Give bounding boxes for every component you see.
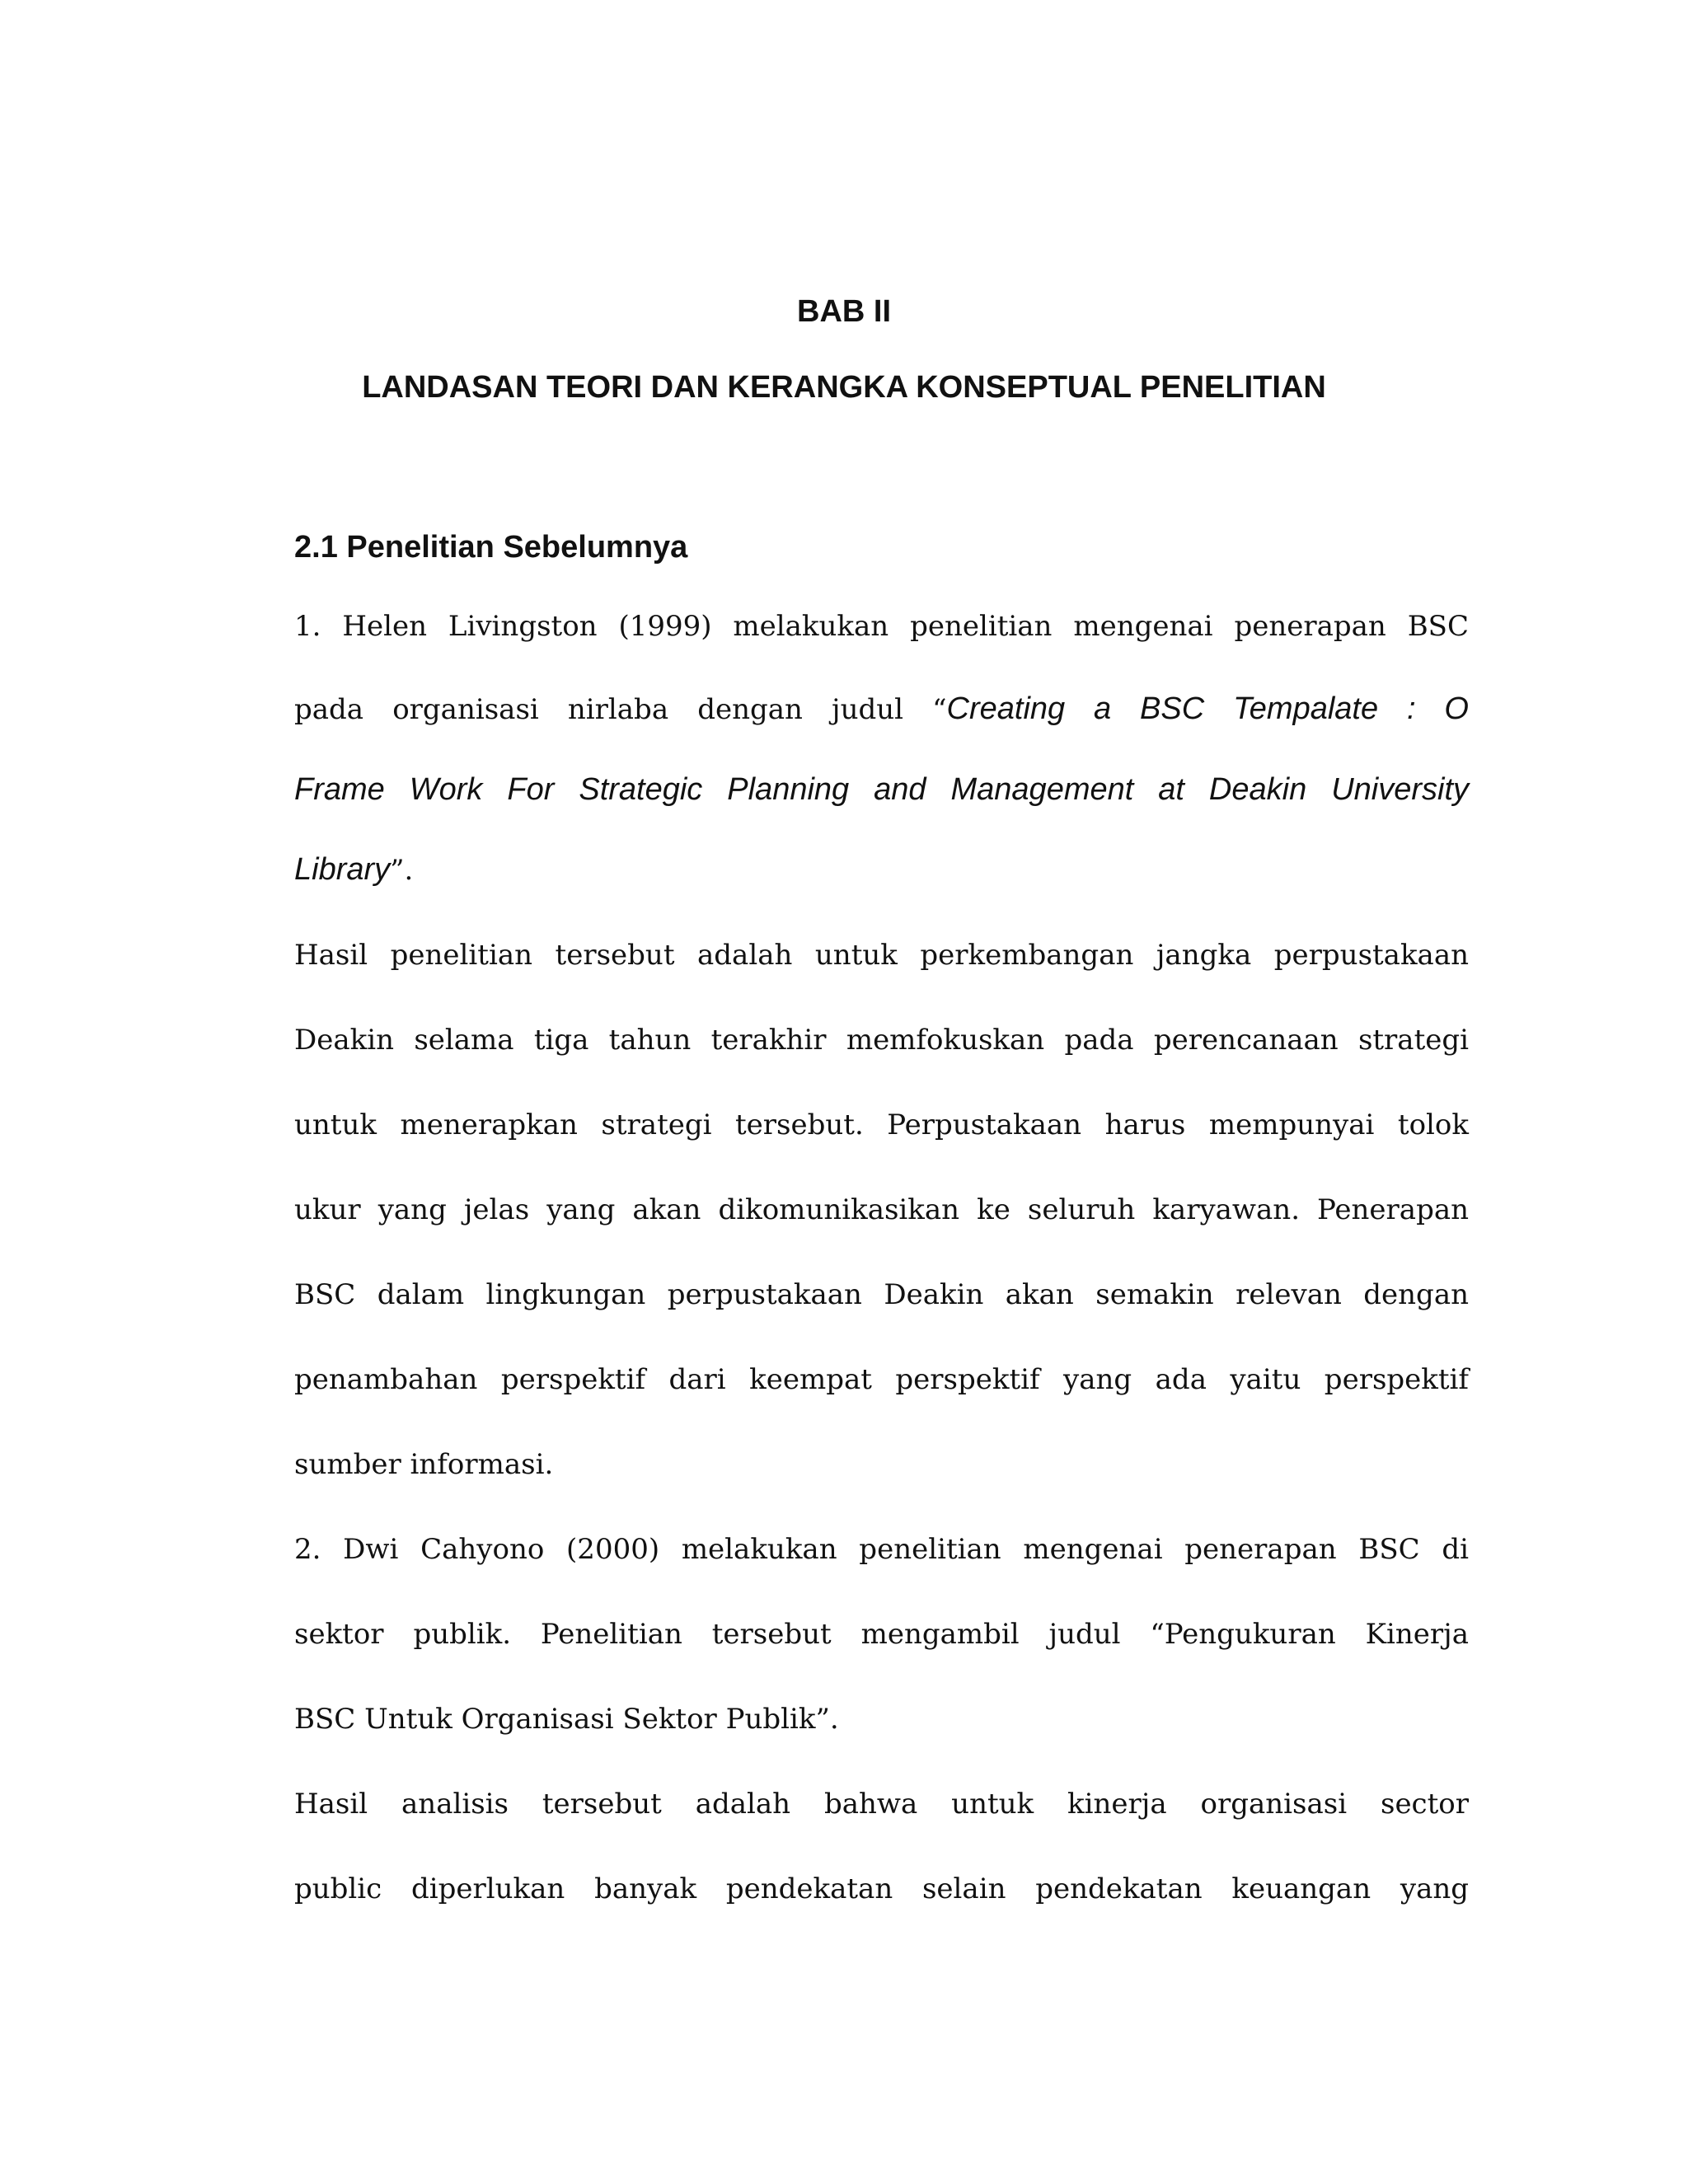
item-1-line-2 xyxy=(294,691,1469,728)
item-2-line-1: 2. Dwi Cahyono (2000) melakukan penelitian mengenai penerapan BSC di xyxy=(294,1533,1469,1566)
result-1-line-4: ukur yang jelas yang akan dikomunikasikan ke seluruh karyawan. Penerapan xyxy=(294,1193,1469,1226)
item-1-line-4 xyxy=(294,851,1469,888)
item-1-title-part-3: Library xyxy=(294,852,391,887)
chapter-title: LANDASAN TEORI DAN KERANGKA KONSEPTUAL PENELITIAN xyxy=(362,370,1326,405)
result-1-line-1: Hasil penelitian tersebut adalah untuk perkembangan jangka perpustakaan xyxy=(294,939,1469,972)
section-title: 2.1 Penelitian Sebelumnya xyxy=(294,530,688,565)
item-1-line-2-prefix: pada organisasi nirlaba dengan judul “ xyxy=(294,693,947,726)
item-1-title-part-2: Frame Work For Strategic Planning and Management at Deakin University xyxy=(294,772,1469,807)
item-1-line-1: 1. Helen Livingston (1999) melakukan penelitian mengenai penerapan BSC xyxy=(294,610,1469,643)
result-1-line-6: penambahan perspektif dari keempat perspektif yang ada yaitu perspektif xyxy=(294,1363,1469,1396)
item-1-line-4-suffix: ”. xyxy=(390,854,414,887)
result-2-line-2: public diperlukan banyak pendekatan selain pendekatan keuangan yang xyxy=(294,1872,1469,1905)
chapter-heading: BAB II xyxy=(797,294,891,329)
item-2-line-3: BSC Untuk Organisasi Sektor Publik”. xyxy=(294,1703,839,1736)
result-1-line-5: BSC dalam lingkungan perpustakaan Deakin akan semakin relevan dengan xyxy=(294,1278,1469,1311)
item-2-line-2: sektor publik. Penelitian tersebut mengambil judul “Pengukuran Kinerja xyxy=(294,1618,1469,1651)
result-1-line-3: untuk menerapkan strategi tersebut. Perpustakaan harus mempunyai tolok xyxy=(294,1108,1469,1141)
item-1-title-part-1: Creating a BSC Tempalate : O xyxy=(946,691,1469,726)
result-1-line-2: Deakin selama tiga tahun terakhir memfokuskan pada perencanaan strategi xyxy=(294,1024,1469,1057)
result-1-line-7: sumber informasi. xyxy=(294,1448,554,1481)
result-2-line-1: Hasil analisis tersebut adalah bahwa untuk kinerja organisasi sector xyxy=(294,1788,1469,1821)
